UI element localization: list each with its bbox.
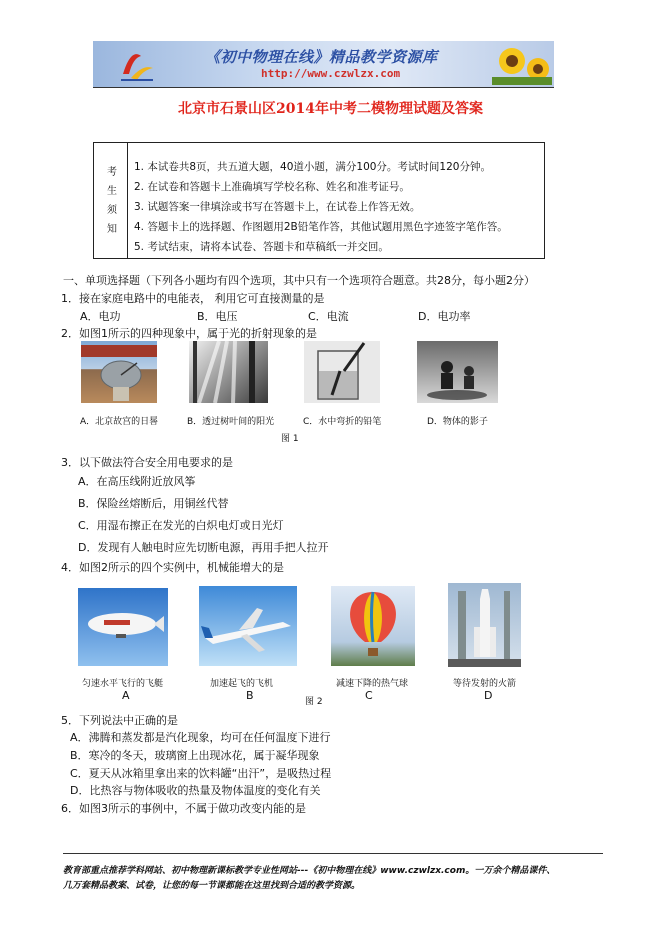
figure2-caption-c: 减速下降的热气球 bbox=[336, 679, 409, 689]
figure2-letter-c: C bbox=[365, 689, 373, 702]
q1-option-d: D．电功率 bbox=[418, 310, 471, 323]
site-logo-icon bbox=[117, 44, 157, 84]
sundial-icon bbox=[81, 341, 157, 403]
figure2-letter-d: D bbox=[484, 689, 493, 702]
notice-item: 1. 本试卷共8页，共五道大题，40道小题，满分100分。考试时间120分钟。 bbox=[134, 161, 491, 173]
figure2-caption-a: 匀速水平飞行的飞艇 bbox=[82, 679, 164, 689]
q3-option-c: C．用湿布擦正在发光的白炽电灯或日光灯 bbox=[78, 519, 284, 532]
airplane-photo bbox=[199, 586, 297, 666]
figure1-label: 图 1 bbox=[281, 434, 299, 444]
document-title: 北京市石景山区2014年中考二模物理试题及答案 bbox=[178, 101, 483, 117]
q5-option-b: B．寒冷的冬天，玻璃窗上出现冰花，属于凝华现象 bbox=[70, 749, 320, 762]
question-2-stem: 2．如图1所示的四种现象中，属于光的折射现象的是 bbox=[61, 327, 317, 340]
hot-air-balloon-photo bbox=[331, 586, 415, 666]
question-1-stem: 1．接在家庭电路中的电能表， 利用它可直接测量的是 bbox=[61, 292, 325, 305]
q3-option-a: A．在高压线附近放风筝 bbox=[78, 475, 196, 488]
question-3-stem: 3．以下做法符合安全用电要求的是 bbox=[61, 456, 233, 469]
rocket-photo bbox=[448, 583, 521, 667]
sunlight-through-trees-photo bbox=[189, 341, 268, 403]
figure1-caption-b: B．透过树叶间的阳光 bbox=[187, 417, 275, 427]
section-heading: 一、单项选择题（下列各小题均有四个选项，其中只有一个选项符合题意。共28分，每小题2分） bbox=[63, 274, 535, 287]
sunflower-icon bbox=[492, 43, 552, 85]
footer-rule bbox=[63, 853, 603, 854]
notice-item: 2. 在试卷和答题卡上准确填写学校名称、姓名和准考证号。 bbox=[134, 181, 410, 193]
notice-label-cell bbox=[94, 143, 128, 258]
q3-option-d: D．发现有人触电时应先切断电源，再用手把人拉开 bbox=[78, 541, 329, 554]
figure1-caption-a: A．北京故宫的日晷 bbox=[80, 417, 159, 427]
exam-notice-box bbox=[93, 142, 545, 259]
header-rule bbox=[93, 87, 554, 88]
notice-item: 5. 考试结束，请将本试卷、答题卡和草稿纸一并交回。 bbox=[134, 241, 389, 253]
figure2-letter-a: A bbox=[122, 689, 130, 702]
hot-air-balloon-icon bbox=[331, 586, 415, 666]
footer-line-1: 教育部重点推荐学科网站、初中物理新课标教学专业性网站---《初中物理在线》www.czwlzx.com。一万余个精品课件、 bbox=[63, 866, 556, 876]
notice-label: 考 生 须 知 bbox=[107, 167, 117, 235]
figure1-caption-c: C．水中弯折的铅笔 bbox=[303, 417, 382, 427]
q5-option-a: A．沸腾和蒸发都是汽化现象，均可在任何温度下进行 bbox=[70, 731, 331, 744]
airship-icon bbox=[78, 588, 168, 666]
airship-photo bbox=[78, 588, 168, 666]
people-shadow-icon bbox=[417, 341, 498, 403]
sundial-photo bbox=[81, 341, 157, 403]
q1-option-c: C．电流 bbox=[308, 310, 349, 323]
q5-option-c: C．夏天从冰箱里拿出来的饮料罐“出汗”，是吸热过程 bbox=[70, 767, 332, 780]
question-6-stem: 6．如图3所示的事例中，不属于做功改变内能的是 bbox=[61, 802, 306, 815]
glass-pencil-icon bbox=[304, 341, 380, 403]
rocket-icon bbox=[448, 583, 521, 667]
header-banner bbox=[93, 41, 554, 87]
figure2-caption-b: 加速起飞的飞机 bbox=[210, 679, 274, 689]
question-4-stem: 4．如图2所示的四个实例中，机械能增大的是 bbox=[61, 561, 284, 574]
q1-option-b: B．电压 bbox=[197, 310, 238, 323]
banner-url[interactable]: http://www.czwlzx.com bbox=[261, 67, 401, 80]
airplane-icon bbox=[199, 586, 297, 666]
q5-option-d: D．比热容与物体吸收的热量及物体温度的变化有关 bbox=[70, 784, 321, 797]
q3-option-b: B．保险丝熔断后，用铜丝代替 bbox=[78, 497, 229, 510]
figure2-letter-b: B bbox=[246, 689, 254, 702]
figure2-label: 图 2 bbox=[305, 697, 323, 707]
banner-title: 《初中物理在线》精品教学资源库 bbox=[205, 48, 438, 66]
tree-light-icon bbox=[189, 341, 268, 403]
question-5-stem: 5．下列说法中正确的是 bbox=[61, 714, 178, 727]
q1-option-a: A．电功 bbox=[80, 310, 121, 323]
figure1-caption-d: D．物体的影子 bbox=[427, 417, 488, 427]
notice-item: 3. 试题答案一律填涂或书写在答题卡上，在试卷上作答无效。 bbox=[134, 201, 421, 213]
pencil-in-water-photo bbox=[304, 341, 380, 403]
notice-items bbox=[134, 157, 540, 257]
figure2-caption-d: 等待发射的火箭 bbox=[453, 679, 517, 689]
notice-item: 4. 答题卡上的选择题、作图题用2B铅笔作答，其他试题用黑色字迹签字笔作答。 bbox=[134, 221, 508, 233]
shadow-photo bbox=[417, 341, 498, 403]
footer-line-2: 几万套精品教案、试卷，让您的每一节课都能在这里找到合适的教学资源。 bbox=[63, 881, 361, 891]
